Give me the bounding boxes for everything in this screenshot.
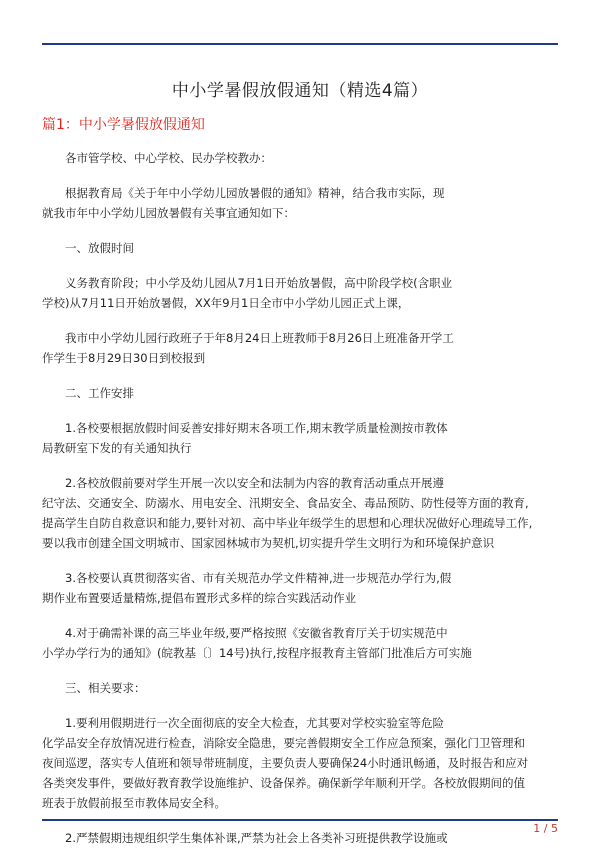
paragraph	[42, 828, 562, 848]
paragraph-line: 班表于放假前报至市教体局安全科。	[42, 796, 226, 810]
paragraph-line: 要以我市创建全国文明城市、国家园林城市为契机,切实提升学生文明行为和环境保护意识	[42, 536, 495, 550]
paragraph-line: 纪守法、交通安全、防溺水、用电安全、汛期安全、食品安全、毒品预防、防性侵等方面的教育,	[42, 496, 529, 510]
paragraph-line: 就我市年中小学幼儿园放暑假有关事宜通知如下：	[42, 206, 295, 220]
section-title: 篇1：中小学暑假放假通知	[42, 117, 205, 133]
document-body	[42, 148, 562, 848]
paragraph-line: 二、工作安排	[65, 386, 134, 400]
paragraph-line: 2.各校放假前要对学生开展一次以安全和法制为内容的教育活动重点开展遵	[65, 476, 444, 490]
paragraph-line: 我市中小学幼儿园行政班子于年8月24日上班教师于8月26日上班准备开学工	[65, 331, 454, 345]
paragraph-line: 局教研室下发的有关通知执行	[42, 441, 192, 455]
paragraph	[42, 238, 562, 258]
paragraph	[42, 568, 562, 608]
paragraph	[42, 273, 562, 313]
paragraph	[42, 383, 562, 403]
paragraph-line: 作学生于8月29日30日到校报到	[42, 351, 206, 365]
header-rule	[42, 43, 558, 45]
paragraph-line: 3.各校要认真贯彻落实省、市有关规范办学文件精神,进一步规范办学行为,假	[65, 571, 452, 585]
paragraph	[42, 328, 562, 368]
paragraph-line: 根据教育局《关于年中小学幼儿园放暑假的通知》精神，结合我市实际，现	[65, 186, 445, 200]
paragraph-line: 三、相关要求：	[65, 681, 146, 695]
paragraph-line: 学校)从7月11日开始放暑假，XX年9月1日全市中小学幼儿园正式上课，	[42, 296, 410, 310]
paragraph-line: 各类突发事件，要做好教育教学设施维护、设备保养。确保新学年顺利开学。各校放假期间的值	[42, 776, 525, 790]
paragraph-line: 1.要利用假期进行一次全面彻底的安全大检查，尤其要对学校实验室等危险	[65, 716, 444, 730]
paragraph	[42, 623, 562, 663]
paragraph	[42, 183, 562, 223]
paragraph	[42, 473, 562, 553]
paragraph-line: 提高学生自防自救意识和能力,要针对初、高中毕业年级学生的思想和心理状况做好心理疏导工作,	[42, 516, 533, 530]
paragraph	[42, 713, 562, 813]
paragraph-line: 化学品安全存放情况进行检查，消除安全隐患，要完善假期安全工作应急预案，强化门卫管理和	[42, 736, 525, 750]
document-title: 中小学暑假放假通知（精选4篇）	[171, 81, 429, 101]
page-number: 1 / 5	[533, 822, 558, 835]
paragraph-line: 义务教育阶段；中小学及幼儿园从7月1日开始放暑假，高中阶段学校(含职业	[65, 276, 453, 290]
paragraph-line: 4.对于确需补课的高三毕业年级,要严格按照《安徽省教育厅关于切实规范中	[65, 626, 448, 640]
paragraph-line: 1.各校要根据放假时间妥善安排好期末各项工作,期末教学质量检测按市教体	[65, 421, 448, 435]
paragraph	[42, 678, 562, 698]
paragraph-line: 各市管学校、中心学校、民办学校教办：	[65, 151, 272, 165]
paragraph	[42, 148, 562, 168]
footer-rule	[42, 819, 558, 821]
paragraph-line: 2.严禁假期违规组织学生集体补课,严禁为社会上各类补习班提供教学设施或	[65, 831, 448, 845]
paragraph-line: 期作业布置要适量精炼,提倡布置形式多样的综合实践活动作业	[42, 591, 357, 605]
paragraph-line: 一、放假时间	[65, 241, 134, 255]
paragraph	[42, 418, 562, 458]
paragraph-line: 小学办学行为的通知》(皖教基〔〕14号)执行,按程序报教育主管部门批准后方可实施	[42, 646, 472, 660]
paragraph-line: 夜间巡逻，落实专人值班和领导带班制度，主要负责人要确保24小时通讯畅通，及时报告和应对	[42, 756, 529, 770]
